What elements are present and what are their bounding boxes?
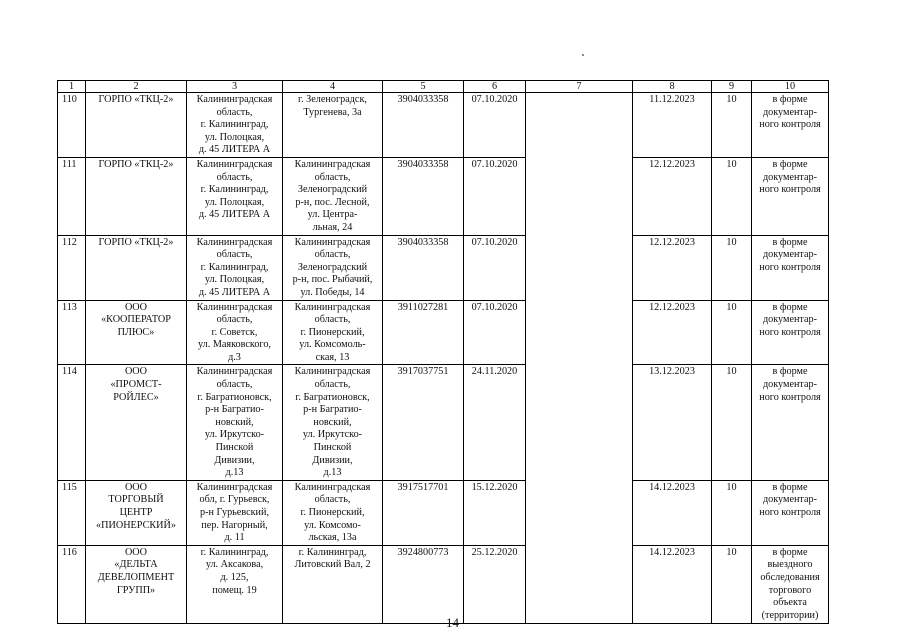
registration-date: 07.10.2020 xyxy=(471,158,518,170)
duration-days-cell xyxy=(712,480,752,545)
legal-address: Калининградская область, г. Калининград, ул. Полоцкая, д. 45 ЛИТЕРА А xyxy=(196,94,273,156)
object-address: г. Калининград, Литовский Вал, 2 xyxy=(294,546,371,571)
control-form: в форме документар- ного контроля xyxy=(759,158,821,196)
object-address-cell xyxy=(283,93,383,158)
organization-name: ООО «ДЕЛЬТА ДЕВЕЛОПМЕНТ ГРУПП» xyxy=(97,546,175,596)
duration-days: 10 xyxy=(726,236,737,248)
header-cell: 4 xyxy=(283,81,383,93)
legal-address: Калининградская обл, г. Гурьевск, р-н Гурьевский, пер. Нагорный, д. 11 xyxy=(196,481,273,544)
inspection-date: 13.12.2023 xyxy=(649,366,695,378)
duration-days-cell xyxy=(712,545,752,623)
table-row xyxy=(58,480,829,545)
control-form: в форме документар- ного контроля xyxy=(759,236,821,273)
legal-address-cell xyxy=(187,157,283,235)
inspection-date: 12.12.2023 xyxy=(649,158,695,170)
table-row xyxy=(58,157,829,235)
object-address: Калининградская область, Зеленоградский р-н, пос. Рыбачий, ул. Победы, 14 xyxy=(292,236,373,298)
row-number: 113 xyxy=(62,301,77,313)
legal-address: Калининградская область, г. Советск, ул. Маяковского, д.3 xyxy=(196,301,273,363)
inspection-date: 11.12.2023 xyxy=(649,94,695,105)
table-row xyxy=(58,545,829,623)
control-form-cell xyxy=(752,480,829,545)
row-number-cell xyxy=(58,300,86,365)
inn-value: 3917037751 xyxy=(397,366,449,378)
registration-date-cell xyxy=(464,365,526,480)
registration-date: 07.10.2020 xyxy=(471,94,518,105)
page-number: 14 xyxy=(446,615,459,630)
legal-address-cell xyxy=(187,93,283,158)
legal-address: Калининградская область, г. Калининград, ул. Полоцкая, д. 45 ЛИТЕРА А xyxy=(196,158,273,221)
table-row xyxy=(58,93,829,158)
inspection-date-cell xyxy=(633,93,712,158)
organization-name: ООО ТОРГОВЫЙ ЦЕНТР «ПИОНЕРСКИЙ» xyxy=(96,481,176,531)
duration-days-cell xyxy=(712,235,752,300)
duration-days: 10 xyxy=(726,366,737,378)
object-address-cell xyxy=(283,235,383,300)
organization-name-cell xyxy=(86,93,187,158)
header-cell: 10 xyxy=(752,81,829,93)
inn-value-cell xyxy=(383,365,464,480)
inn-value: 3911027281 xyxy=(397,301,449,313)
duration-days: 10 xyxy=(726,94,737,105)
inspection-date-cell xyxy=(633,300,712,365)
inspection-date: 12.12.2023 xyxy=(649,236,695,248)
object-address: Калининградская область, г. Пионерский, ул. Комсомоль- ская, 13 xyxy=(294,301,371,363)
column-7-empty-cell xyxy=(526,93,633,624)
inn-value-cell xyxy=(383,93,464,158)
registration-date: 25.12.2020 xyxy=(471,546,518,558)
legal-address: г. Калининград, ул. Аксакова, д. 125, помещ. 19 xyxy=(200,546,269,596)
header-cell: 8 xyxy=(633,81,712,93)
organization-name: ГОРПО «ТКЦ-2» xyxy=(98,158,174,170)
organization-name-cell xyxy=(86,480,187,545)
inn-value: 3904033358 xyxy=(397,236,449,248)
header-cell: 2 xyxy=(86,81,187,93)
inspection-date-cell xyxy=(633,480,712,545)
duration-days-cell xyxy=(712,365,752,480)
header-row xyxy=(58,81,829,93)
row-number-cell xyxy=(58,157,86,235)
legal-address-cell xyxy=(187,545,283,623)
legal-address-cell xyxy=(187,300,283,365)
organization-name-cell xyxy=(86,545,187,623)
control-form-cell xyxy=(752,235,829,300)
organization-name-cell xyxy=(86,300,187,365)
inspection-date: 12.12.2023 xyxy=(649,301,695,313)
row-number: 111 xyxy=(62,158,77,170)
registration-date-cell xyxy=(464,157,526,235)
row-number-cell xyxy=(58,93,86,158)
object-address: Калининградская область, г. Пионерский, ул. Комсомо- льская, 13а xyxy=(294,481,371,544)
organization-name-cell xyxy=(86,235,187,300)
inn-value-cell xyxy=(383,235,464,300)
registration-date-cell xyxy=(464,480,526,545)
row-number-cell xyxy=(58,545,86,623)
inspection-plan-table xyxy=(57,80,829,624)
registration-date-cell xyxy=(464,235,526,300)
header-cell: 9 xyxy=(712,81,752,93)
inspection-date-cell xyxy=(633,365,712,480)
control-form-cell xyxy=(752,365,829,480)
header-cell: 1 xyxy=(58,81,86,93)
inspection-date-cell xyxy=(633,545,712,623)
control-form: в форме документар- ного контроля xyxy=(759,94,821,131)
organization-name-cell xyxy=(86,157,187,235)
inn-value-cell xyxy=(383,157,464,235)
inspection-date: 14.12.2023 xyxy=(649,481,695,493)
row-number: 115 xyxy=(62,481,77,493)
inspection-date-cell xyxy=(633,157,712,235)
control-form-cell xyxy=(752,93,829,158)
legal-address-cell xyxy=(187,235,283,300)
organization-name: ГОРПО «ТКЦ-2» xyxy=(98,94,174,105)
table-body xyxy=(58,81,829,624)
organization-name: ООО «ПРОМСТ- РОЙЛЕС» xyxy=(110,366,162,403)
control-form: в форме выездного обследования торгового объекта (территории) xyxy=(760,546,820,621)
object-address-cell xyxy=(283,157,383,235)
inn-value-cell xyxy=(383,545,464,623)
row-number: 110 xyxy=(62,94,77,105)
inspection-date: 14.12.2023 xyxy=(649,546,695,558)
object-address-cell xyxy=(283,365,383,480)
control-form-cell xyxy=(752,157,829,235)
registration-date-cell xyxy=(464,545,526,623)
registration-date: 24.11.2020 xyxy=(471,366,518,378)
organization-name: ГОРПО «ТКЦ-2» xyxy=(98,236,174,248)
row-number-cell xyxy=(58,480,86,545)
object-address-cell xyxy=(283,480,383,545)
table-row xyxy=(58,365,829,480)
control-form-cell xyxy=(752,545,829,623)
row-number: 114 xyxy=(62,366,77,378)
object-address-cell xyxy=(283,545,383,623)
object-address: Калининградская область, Зеленоградский р-н, пос. Лесной, ул. Центра- льная, 24 xyxy=(294,158,371,233)
inn-value: 3904033358 xyxy=(397,94,449,105)
table-row xyxy=(58,235,829,300)
row-number-cell xyxy=(58,365,86,480)
inspection-date-cell xyxy=(633,235,712,300)
object-address: г. Зеленоградск, Тургенева, 3а xyxy=(298,94,367,118)
organization-name: ООО «КООПЕРАТОР ПЛЮС» xyxy=(101,301,171,338)
registration-date: 07.10.2020 xyxy=(471,236,518,248)
organization-name-cell xyxy=(86,365,187,480)
control-form: в форме документар- ного контроля xyxy=(759,366,821,403)
duration-days: 10 xyxy=(726,546,737,558)
control-form: в форме документар- ного контроля xyxy=(759,301,821,338)
header-cell: 5 xyxy=(383,81,464,93)
inn-value: 3904033358 xyxy=(397,158,449,170)
header-cell: 7 xyxy=(526,81,633,93)
header-cell: 6 xyxy=(464,81,526,93)
registration-date: 07.10.2020 xyxy=(471,301,518,313)
legal-address: Калининградская область, г. Багратионовск, р-н Багратио- новский, ул. Иркутско- Пинской Дивизии, д.13 xyxy=(196,366,273,479)
header-cell: 3 xyxy=(187,81,283,93)
duration-days: 10 xyxy=(726,301,737,313)
table-row xyxy=(58,300,829,365)
legal-address: Калининградская область, г. Калининград, ул. Полоцкая, д. 45 ЛИТЕРА А xyxy=(196,236,273,298)
legal-address-cell xyxy=(187,365,283,480)
duration-days: 10 xyxy=(726,481,737,493)
scan-speck xyxy=(582,54,584,56)
row-number: 116 xyxy=(62,546,77,558)
duration-days-cell xyxy=(712,93,752,158)
inn-value-cell xyxy=(383,300,464,365)
object-address-cell xyxy=(283,300,383,365)
row-number: 112 xyxy=(62,236,77,248)
row-number-cell xyxy=(58,235,86,300)
registration-date-cell xyxy=(464,93,526,158)
duration-days-cell xyxy=(712,157,752,235)
duration-days: 10 xyxy=(726,158,737,170)
duration-days-cell xyxy=(712,300,752,365)
inn-value: 3917517701 xyxy=(397,481,449,493)
control-form: в форме документар- ного контроля xyxy=(759,481,821,518)
registration-date: 15.12.2020 xyxy=(471,481,518,493)
object-address: Калининградская область, г. Багратионовск, р-н Багратио- новский, ул. Иркутско- Пинской Дивизии, д.13 xyxy=(294,366,371,479)
legal-address-cell xyxy=(187,480,283,545)
registration-date-cell xyxy=(464,300,526,365)
inn-value-cell xyxy=(383,480,464,545)
control-form-cell xyxy=(752,300,829,365)
inn-value: 3924800773 xyxy=(397,546,449,558)
